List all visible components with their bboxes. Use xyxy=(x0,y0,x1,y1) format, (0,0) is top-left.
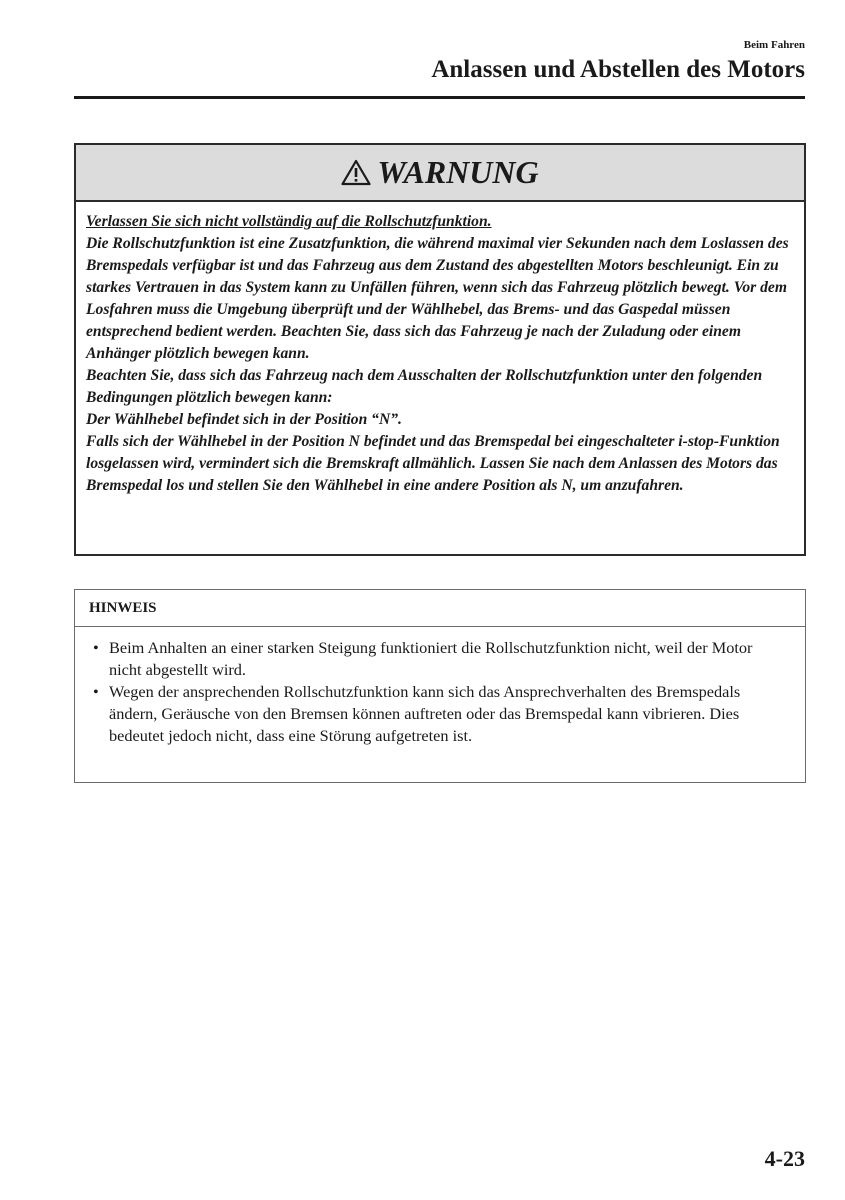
bullet-icon: • xyxy=(93,682,99,701)
warning-triangle-icon xyxy=(341,159,371,186)
list-item xyxy=(89,681,785,747)
page-number: 4-23 xyxy=(764,1146,805,1171)
hint-box xyxy=(74,589,806,783)
bullet-icon: • xyxy=(93,638,99,657)
section-label: Beim Fahren xyxy=(743,39,805,51)
warning-body xyxy=(76,202,804,497)
warning-paragraph: Der Wählhebel befindet sich in der Position “N”. xyxy=(86,411,402,428)
warning-paragraph: Falls sich der Wählhebel in der Position N befindet und das Bremspedal bei eingeschalteter i-stop-Funktion losgelassen wird, vermindert sich die Bremskraft allmählich. Lassen Sie nach dem Anlassen des Motors das Bremspedal los und stellen Sie den Wählhebel in eine andere Position als N, um anzufahren. xyxy=(86,433,780,494)
hint-list xyxy=(75,627,805,747)
warning-lead: Verlassen Sie sich nicht vollständig auf die Rollschutzfunktion. xyxy=(86,213,492,230)
list-item xyxy=(89,637,785,681)
hint-item-text: Wegen der ansprechenden Rollschutzfunktion kann sich das Ansprechverhalten des Bremspedals ändern, Geräusche von den Bremsen können auftreten oder das Bremspedal kann vibrieren. Dies bedeutet jedoch nicht, dass eine Störung aufgetreten ist. xyxy=(109,682,741,745)
hint-title: HINWEIS xyxy=(75,590,805,627)
title-rule xyxy=(74,96,805,99)
page-title: Anlassen und Abstellen des Motors xyxy=(431,56,805,83)
warning-box xyxy=(74,143,806,556)
warning-header xyxy=(76,145,804,202)
warning-paragraph: Beachten Sie, dass sich das Fahrzeug nach dem Ausschalten der Rollschutzfunktion unter den folgenden Bedingungen plötzlich bewegen kann: xyxy=(86,367,763,406)
warning-paragraph: Die Rollschutzfunktion ist eine Zusatzfunktion, die während maximal vier Sekunden nach dem Loslassen des Bremspedals verfügbar ist und das Fahrzeug aus dem Zustand des abgestellten Motors beschleunigt. Ein zu starkes Vertrauen in das System kann zu Unfällen führen, wenn sich das Fahrzeug plötzlich bewegt. Vor dem Losfahren muss die Umgebung überprüft und der Wählhebel, das Brems- und das Gaspedal müssen entsprechend bedient werden. Beachten Sie, dass sich das Fahrzeug je nach der Zuladung oder einem Anhänger plötzlich bewegen kann. xyxy=(86,235,789,362)
hint-item-text: Beim Anhalten an einer starken Steigung funktioniert die Rollschutzfunktion nicht, weil der Motor nicht abgestellt wird. xyxy=(109,638,753,679)
warning-title: WARNUNG xyxy=(377,154,539,190)
